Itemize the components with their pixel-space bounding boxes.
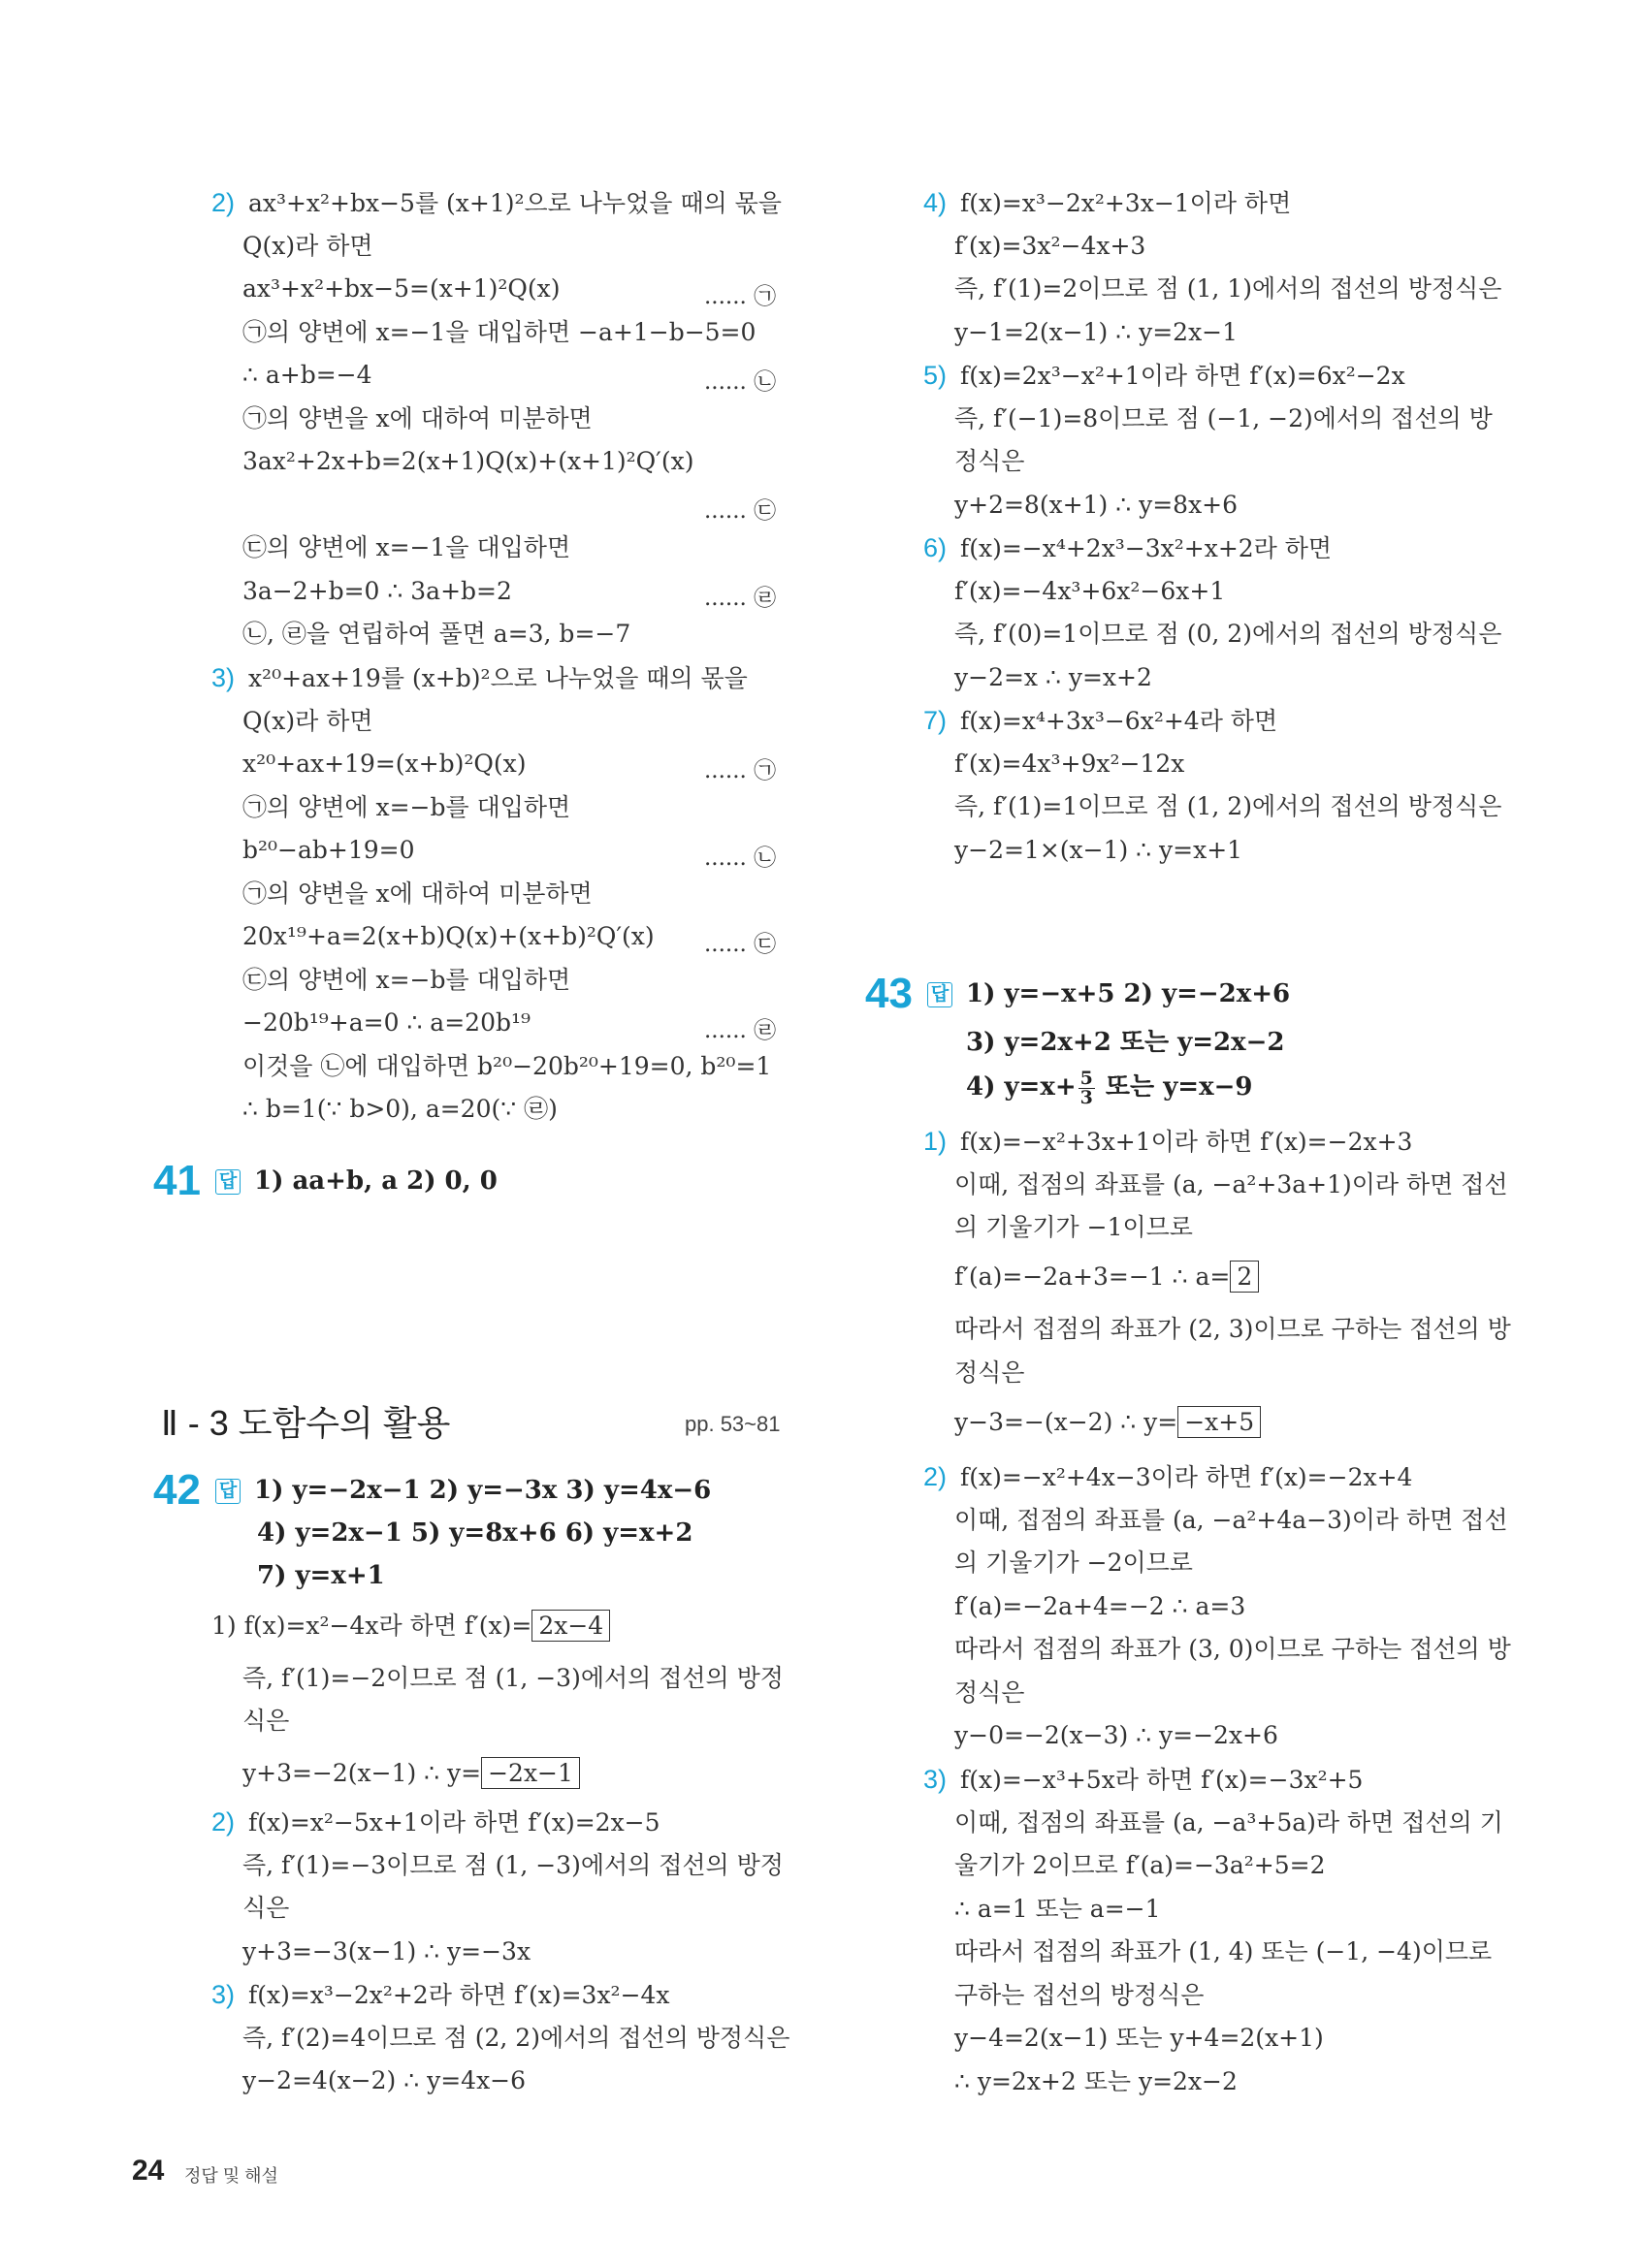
answer-line xyxy=(966,1067,1252,1107)
text-line: 의 기울기가 −1이므로 xyxy=(954,1213,1193,1241)
equation-tag: ...... ㉡ xyxy=(704,369,777,395)
section-title: Ⅱ - 3 도함수의 활용 xyxy=(161,1403,451,1443)
answer-text: 1) aa+b, a 2) 0, 0 xyxy=(254,1166,498,1196)
text-line: y−4=2(x−1) 또는 y+4=2(x+1) xyxy=(954,2024,1324,2052)
text-line: Q(x)라 하면 xyxy=(242,231,373,260)
text-line: 즉, f′(−1)=8이므로 점 (−1, −2)에서의 접선의 방 xyxy=(954,403,1493,432)
answer-text: 1) y=−2x−1 2) y=−3x 3) y=4x−6 xyxy=(254,1476,712,1505)
text-line: 이때, 접점의 좌표를 (a, −a³+5a)라 하면 접선의 기 xyxy=(954,1807,1503,1837)
boxed-answer: −2x−1 xyxy=(481,1757,580,1789)
item-text: ax³+x²+bx−5를 (x+1)²으로 나누었을 때의 몫을 xyxy=(241,189,782,217)
item-text: f(x)=−x²+3x+1이라 하면 f′(x)=−2x+3 xyxy=(952,1128,1413,1156)
text: y−3=−(x−2) ∴ y= xyxy=(954,1408,1178,1436)
text-line: Q(x)라 하면 xyxy=(242,706,373,735)
text-line: 구하는 접선의 방정식은 xyxy=(954,1980,1205,2009)
text: y+3=−2(x−1) ∴ y= xyxy=(242,1759,482,1787)
text-line: 즉, f′(1)=2이므로 점 (1, 1)에서의 접선의 방정식은 xyxy=(954,274,1502,303)
text-line: ㉠의 양변을 x에 대하여 미분하면 xyxy=(242,403,593,432)
equation-tag: ...... ㉢ xyxy=(704,498,777,524)
text-line xyxy=(242,1757,580,1790)
boxed-answer: 2 xyxy=(1230,1261,1259,1293)
item-text: x²⁰+ax+19를 (x+b)²으로 나누었을 때의 몫을 xyxy=(241,664,748,692)
page-number: 24 xyxy=(132,2155,165,2187)
text-line: 울기가 2이므로 f′(a)=−3a²+5=2 xyxy=(954,1851,1326,1879)
text-line: ㉠의 양변에 x=−1을 대입하면 −a+1−b−5=0 xyxy=(242,317,757,346)
text-line: 식은 xyxy=(242,1894,290,1922)
item-number: 1) xyxy=(923,1127,948,1156)
text-line: f′(x)=3x²−4x+3 xyxy=(954,231,1146,260)
answer-badge: 답 xyxy=(215,1479,241,1504)
text-line: 이것을 ㉡에 대입하면 b²⁰−20b²⁰+19=0, b²⁰=1 xyxy=(242,1051,772,1080)
text-line xyxy=(211,186,782,220)
boxed-answer: 2x−4 xyxy=(531,1610,610,1642)
text-line: 식은 xyxy=(242,1707,290,1735)
text-line xyxy=(211,1610,610,1643)
text-line: 즉, f′(2)=4이므로 점 (2, 2)에서의 접선의 방정식은 xyxy=(242,2023,790,2052)
text-line: 따라서 접점의 좌표가 (2, 3)이므로 구하는 접선의 방 xyxy=(954,1315,1511,1343)
item-text: f(x)=−x³+5x라 하면 f′(x)=−3x²+5 xyxy=(952,1766,1364,1794)
text-line: 의 기울기가 −2이므로 xyxy=(954,1549,1193,1577)
text-line: 즉, f′(0)=1이므로 점 (0, 2)에서의 접선의 방정식은 xyxy=(954,620,1502,648)
numerator: 5 xyxy=(1079,1067,1093,1089)
item-number: 3) xyxy=(211,1980,236,2009)
text-line: ax³+x²+bx−5=(x+1)²Q(x) xyxy=(242,274,561,303)
text-line: 20x¹⁹+a=2(x+b)Q(x)+(x+b)²Q′(x) xyxy=(242,922,655,950)
item-text: f(x)=x²−5x+1이라 하면 f′(x)=2x−5 xyxy=(241,1808,660,1837)
text-line xyxy=(211,661,748,695)
item-number: 2) xyxy=(923,1462,948,1491)
text-line: −20b¹⁹+a=0 ∴ a=20b¹⁹ xyxy=(242,1008,531,1037)
text-line: ㉠의 양변에 x=−b를 대입하면 xyxy=(242,792,571,821)
text-line: y−2=1×(x−1) ∴ y=x+1 xyxy=(954,835,1243,864)
text-line: 이때, 접점의 좌표를 (a, −a²+4a−3)이라 하면 접선 xyxy=(954,1505,1508,1534)
text-line xyxy=(923,704,1277,738)
answer-line: 7) y=x+1 xyxy=(257,1561,385,1590)
text-line: ∴ b=1(∵ b>0), a=20(∵ ㉣) xyxy=(242,1095,558,1123)
item-text: f(x)=x³−2x²+3x−1이라 하면 xyxy=(952,189,1292,217)
text-line: 따라서 접점의 좌표가 (1, 4) 또는 (−1, −4)이므로 xyxy=(954,1937,1493,1965)
text-line: y−2=4(x−2) ∴ y=4x−6 xyxy=(242,2066,527,2094)
item-number: 2) xyxy=(211,188,236,217)
text-line: 즉, f′(1)=−3이므로 점 (1, −3)에서의 접선의 방정 xyxy=(242,1850,784,1879)
question-number: 42 xyxy=(153,1466,201,1514)
text-line xyxy=(211,1978,670,2012)
answer-line xyxy=(215,1476,711,1505)
text-line: y+3=−3(x−1) ∴ y=−3x xyxy=(242,1936,531,1965)
text-line: 정식은 xyxy=(954,1358,1025,1387)
text: 1) f(x)=x²−4x라 하면 f′(x)= xyxy=(211,1612,532,1640)
text-line xyxy=(954,1406,1261,1439)
item-text: f(x)=−x²+4x−3이라 하면 f′(x)=−2x+4 xyxy=(952,1463,1413,1491)
equation-tag: ...... ㉣ xyxy=(704,586,777,611)
item-text: f(x)=2x³−x²+1이라 하면 f′(x)=6x²−2x xyxy=(952,362,1405,390)
text-line: 3a−2+b=0 ∴ 3a+b=2 xyxy=(242,576,512,605)
answer-badge: 답 xyxy=(927,982,952,1007)
question-number: 41 xyxy=(153,1157,201,1204)
text-line: 즉, f′(1)=1이므로 점 (1, 2)에서의 접선의 방정식은 xyxy=(954,792,1502,820)
answer-line xyxy=(927,979,1290,1008)
text-line: ㉢의 양변에 x=−b를 대입하면 xyxy=(242,965,571,994)
item-text: f(x)=x⁴+3x³−6x²+4라 하면 xyxy=(952,707,1278,735)
text-line: y−2=x ∴ y=x+2 xyxy=(954,662,1152,691)
fraction xyxy=(1079,1067,1095,1108)
text: f′(a)=−2a+3=−1 ∴ a= xyxy=(954,1262,1231,1291)
text-line xyxy=(923,186,1291,220)
text-line: 즉, f′(1)=−2이므로 점 (1, −3)에서의 접선의 방정 xyxy=(242,1664,784,1692)
text-line: ∴ a+b=−4 xyxy=(242,361,372,389)
text-line: y−0=−2(x−3) ∴ y=−2x+6 xyxy=(954,1721,1278,1749)
item-number: 7) xyxy=(923,706,948,735)
item-number: 5) xyxy=(923,361,948,390)
text-line: y−1=2(x−1) ∴ y=2x−1 xyxy=(954,317,1239,346)
text-line xyxy=(923,1125,1412,1159)
answer-text: 4) y=x+ xyxy=(966,1072,1077,1102)
text-line xyxy=(923,1763,1363,1797)
equation-tag: ...... ㉢ xyxy=(704,932,777,957)
text-line xyxy=(923,531,1332,565)
equation-tag: ...... ㉡ xyxy=(704,846,777,871)
answer-line xyxy=(215,1166,498,1196)
text-line: ㉡, ㉣을 연립하여 풀면 a=3, b=−7 xyxy=(242,620,631,648)
item-number: 2) xyxy=(211,1807,236,1837)
denominator: 3 xyxy=(1079,1086,1093,1108)
answer-text: 1) y=−x+5 2) y=−2x+6 xyxy=(966,979,1291,1008)
question-number: 43 xyxy=(865,970,913,1017)
text-line: x²⁰+ax+19=(x+b)²Q(x) xyxy=(242,750,527,778)
item-text: f(x)=−x⁴+2x³−3x²+x+2라 하면 xyxy=(952,534,1333,562)
footer-label: 정답 및 해설 xyxy=(184,2166,278,2186)
page-range: pp. 53~81 xyxy=(685,1412,781,1436)
text-line: 3ax²+2x+b=2(x+1)Q(x)+(x+1)²Q′(x) xyxy=(242,447,694,475)
text-line xyxy=(923,1460,1412,1494)
item-number: 3) xyxy=(211,663,236,692)
equation-tag: ...... ㉣ xyxy=(704,1018,777,1043)
text-line: ∴ a=1 또는 a=−1 xyxy=(954,1894,1161,1923)
text-line xyxy=(923,359,1405,393)
boxed-answer: −x+5 xyxy=(1177,1406,1261,1438)
text-line: f′(a)=−2a+4=−2 ∴ a=3 xyxy=(954,1591,1246,1620)
text-line: 정식은 xyxy=(954,1677,1025,1707)
text-line: ㉢의 양변에 x=−1을 대입하면 xyxy=(242,533,571,561)
text-line: f′(x)=−4x³+6x²−6x+1 xyxy=(954,576,1226,605)
text-line: 정식은 xyxy=(954,447,1025,475)
text-line xyxy=(211,1805,660,1839)
item-number: 4) xyxy=(923,188,948,217)
text-line: f′(x)=4x³+9x²−12x xyxy=(954,749,1185,778)
text-line: ㉠의 양변을 x에 대하여 미분하면 xyxy=(242,878,593,908)
text-line xyxy=(954,1261,1259,1294)
item-text: f(x)=x³−2x²+2라 하면 f′(x)=3x²−4x xyxy=(241,1981,670,2009)
answer-line: 4) y=2x−1 5) y=8x+6 6) y=x+2 xyxy=(257,1518,693,1548)
equation-tag: ...... ㉠ xyxy=(704,284,777,309)
answer-line: 3) y=2x+2 또는 y=2x−2 xyxy=(966,1028,1285,1057)
text-line: y+2=8(x+1) ∴ y=8x+6 xyxy=(954,490,1239,519)
text-line: 따라서 접점의 좌표가 (3, 0)이므로 구하는 접선의 방 xyxy=(954,1635,1511,1663)
text-line: ∴ y=2x+2 또는 y=2x−2 xyxy=(954,2066,1238,2095)
item-number: 3) xyxy=(923,1765,948,1794)
answer-badge: 답 xyxy=(215,1169,241,1195)
text-line: b²⁰−ab+19=0 xyxy=(242,836,415,864)
item-number: 6) xyxy=(923,533,948,562)
equation-tag: ...... ㉠ xyxy=(704,758,777,783)
answer-text: 또는 y=x−9 xyxy=(1096,1072,1253,1102)
text-line: 이때, 접점의 좌표를 (a, −a²+3a+1)이라 하면 접선 xyxy=(954,1169,1508,1198)
